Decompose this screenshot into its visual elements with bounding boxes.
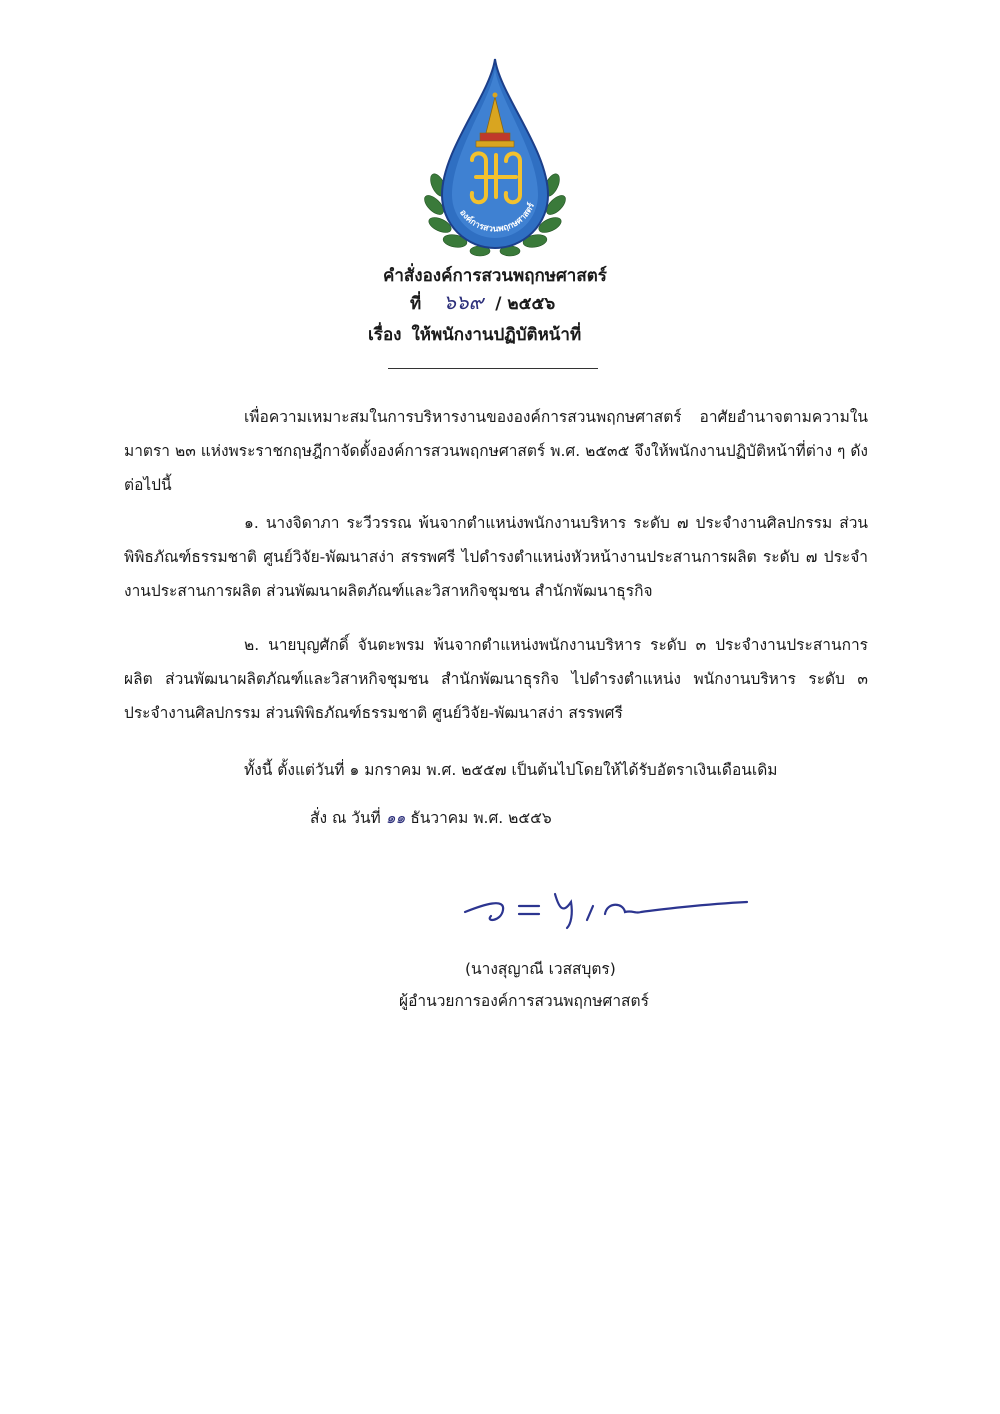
ordered-prefix: สั่ง ณ วันที่ [310, 809, 381, 827]
ordered-day-handwritten: ๑๑ [385, 809, 406, 827]
intro-paragraph [124, 400, 868, 502]
order-number-label: ที่ [410, 294, 422, 314]
subject-text: ให้พนักงานปฏิบัติหน้าที่ [411, 325, 582, 345]
order-title: คำสั่งองค์การสวนพฤกษศาสตร์ [383, 266, 607, 286]
item-2-paragraph [124, 628, 868, 730]
subject-line [368, 321, 581, 348]
subject-label: เรื่อง [368, 325, 402, 345]
ordered-suffix: ธันวาคม พ.ศ. ๒๕๕๖ [410, 809, 552, 827]
item-2-text: ๒. นายบุญศักดิ์ จันตะพรม พ้นจากตำแหน่งพนักงานบริหาร ระดับ ๓ ประจำงานประสานการผลิต ส่วนพัฒนาผลิตภัณฑ์และวิสาหกิจชุมชน สำนักพัฒนาธุรกิจ ไปดำรงตำแหน่ง พนักงานบริหาร ระดับ ๓ ประจำงานศิลปกรรม ส่วนพิพิธภัณฑ์ธรรมชาติ ศูนย์วิจัย-พัฒนาสง่า สรรพศรี [124, 636, 868, 722]
order-number-year: / ๒๕๕๖ [495, 294, 556, 314]
handwritten-signature [455, 880, 755, 940]
svg-text:องค์การสวนพฤกษศาสตร์: องค์การสวนพฤกษศาสตร์ [457, 201, 538, 235]
header-divider [388, 368, 598, 369]
item-1-paragraph [124, 506, 868, 608]
signatory-name: (นางสุญาณี เวสสบุตร) [465, 960, 616, 978]
order-number-handwritten: ๖๖๙ [443, 290, 484, 314]
item-1-text: ๑. นางจิดาภา ระวีวรรณ พ้นจากตำแหน่งพนักงานบริหาร ระดับ ๗ ประจำงานศิลปกรรม ส่วนพิพิธภัณฑ์ธรรมชาติ ศูนย์วิจัย-พัฒนาสง่า สรรพศรี ไปดำรงตำแหน่งหัวหน้างานประสานการผลิต ระดับ ๗ ประจำงานประสานการผลิต ส่วนพัฒนาผลิตภัณฑ์และวิสาหกิจชุมชน สำนักพัฒนาธุรกิจ [124, 514, 868, 600]
intro-text: เพื่อความเหมาะสมในการบริหารงานขององค์การสวนพฤกษศาสตร์ อาศัยอำนาจตามความในมาตรา ๒๓ แห่งพระราชกฤษฎีกาจัดตั้งองค์การสวนพฤกษศาสตร์ พ.ศ. ๒๕๓๕ จึงให้พนักงานปฏิบัติหน้าที่ต่าง ๆ ดังต่อไปนี้ [124, 408, 868, 494]
order-number [410, 286, 555, 318]
botanical-garden-emblem-icon [420, 55, 570, 260]
signatory-position: ผู้อำนวยการองค์การสวนพฤกษศาสตร์ [399, 992, 649, 1010]
ordered-date-line [310, 801, 710, 835]
effective-date-line: ทั้งนี้ ตั้งแต่วันที่ ๑ มกราคม พ.ศ. ๒๕๕๗ เป็นต้นไปโดยให้ได้รับอัตราเงินเดือนเดิม [244, 761, 778, 779]
